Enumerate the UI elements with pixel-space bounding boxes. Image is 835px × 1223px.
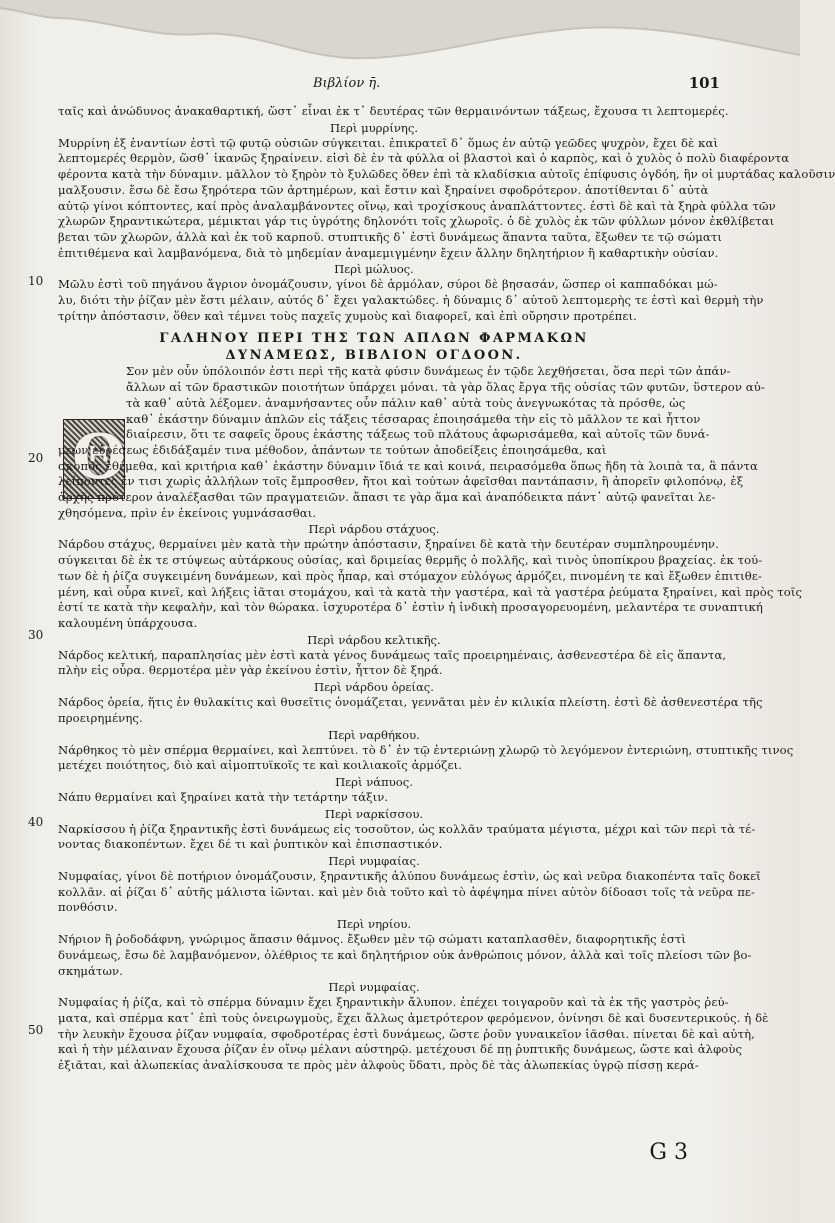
text-line: μεων εὑρέσεως ἐδιδάξαμέν τινα μέθοδον, ἁπάντων τε τούτων ἀποδείξεις ἐποιησάμεθα, καὶ	[58, 442, 607, 457]
text-line: Μυρρίνη ἐξ ἐναντίων ἐστὶ τῷ φυτῷ οὐσιῶν σύγκειται. ἐπικρατεῖ δ᾽ ὅμως ἐν αὐτῷ γεῶδες ψυχρὸν, ἔχει δὲ καὶ	[58, 135, 719, 150]
text-line: Νάρθηκος τὸ μὲν σπέρμα θερμαίνει, καὶ λεπτύνει. τὸ δ᾽ ἐν τῷ ἐντεριώνῃ χλωρῷ τὸ λεγόμενον ἐντεριώνη, στυπτικῆς τινος	[58, 742, 794, 757]
text-line: πονθόσιν.	[58, 900, 118, 915]
section-heading: Περὶ νάπυος.	[335, 774, 413, 789]
text-line: τὰ καθ᾽ αὐτὰ λέξομεν. ἀναμνήσαντες οὖν πάλιν καθ᾽ αὐτὰ τοὺς ἀνεγνωκότας τὰ πρόσθε, ὡς	[126, 395, 686, 410]
text-line: μετέχει ποιότητος, διὸ καὶ αἱμοπτυϊκοῖς τε καὶ κοιλιακοῖς ἁρμόζει.	[58, 758, 463, 773]
line-number: 20	[28, 451, 44, 465]
section-heading: Περὶ νάρδου στάχυος.	[308, 522, 440, 537]
text-line: Νάρδος ὀρεία, ἥτις ἐν θυλακίτις καὶ θυσεῖτις ὀνομάζεται, γεννᾶται μὲν ἐν κιλικία πλείστη. ἐστὶ δὲ ἀσθενεστέρα τῆς	[58, 695, 763, 710]
text-line: τὴν λευκὴν ἔχουσα ῥίζαν νυμφαία, σφοδροτέρας ἐστὶ δυνάμεως, ὥστε ῥοῦν γυναικεῖον ἰᾶσθαι. πίνεται δὲ καὶ αὐτὴ,	[58, 1026, 755, 1041]
text-line: λεπτομερές θερμὸν, ὥσθ᾽ ἱκανῶς ξηραίνειν. εἰσὶ δὲ ἐν τὰ φύλλα οἱ βλαστοὶ καὶ ὁ καρπὸς, καὶ ὁ χυλὸς ὁ πολὺ διαφέροντα	[58, 151, 790, 166]
signature-mark: G 3	[649, 1140, 688, 1165]
text-line: αὐτῷ γίνοι κόπτοντες, καί πρὸς ἀναλαμβάνοντες οἴνῳ, καὶ τροχίσκους ἀναπλάττοντες. ἐστὶ δὲ καὶ τὰ ξηρὰ φύλλα τῶν	[58, 198, 776, 213]
text-line: πλὴν εἰς οὖρα. θερμοτέρα μὲν γὰρ ἐκείνου ἐστὶν, ἧττον δὲ ξηρά.	[58, 663, 443, 678]
running-header	[60, 72, 720, 96]
text-line: κολλᾶν. αἱ ῥίζαι δ᾽ αὐτῆς μάλιστα ἰῶνται. καὶ μὲν διὰ τοῦτο καὶ τὸ ἀφέψημα πίνει αὐτὸν δίδοασι τοῖς τὰ νεῦρα πε-	[58, 884, 756, 899]
text-line: Νάπυ θερμαίνει καὶ ξηραίνει κατὰ τὴν τετάρτην τάξιν.	[58, 789, 389, 804]
line-number: 30	[28, 628, 44, 642]
text-line: φέροντα κατὰ τὴν δύναμιν. μᾶλλον τὸ ξηρὸν τὸ ξυλῶδες ὅθεν ἐπὶ τὰ κλαδίσκια αὐτοῖς ἐπίφυσις ὀγδόη, ἣν οἱ μυρτάδας καλοῦσιν	[58, 167, 835, 182]
text-line: των δὲ ἡ ῥίζα συγκειμένη δυνάμεων, καὶ πρὸς ἧπαρ, καὶ στόμαχον εὐλόγως ἁρμόζει, πινομένη τε καὶ ἔξωθεν ἐπιτιθε-	[58, 568, 762, 583]
section-heading: Περὶ νάρδου κελτικῆς.	[307, 632, 441, 647]
running-title: Βιβλίον η̄.	[313, 76, 381, 91]
section-heading: Περὶ ναρθήκου.	[328, 727, 420, 742]
main-text	[58, 104, 835, 1074]
section-heading: Περὶ νυμφαίας.	[328, 980, 420, 995]
text-line: ταῖς καὶ ἀνώδυνος ἀνακαθαρτική, ὥστ᾽ εἶναι ἐκ τ᾽ δευτέρας τῶν θερμαινόντων τάξεως, ἔχουσα τι λεπτομερές.	[58, 104, 729, 118]
line-number: 40	[28, 815, 44, 829]
text-line: Νυμφαίας, γίνοι δὲ ποτήριον ὀνομάζουσιν, ξηραντικῆς ἀλύπου δυνάμεως ἐστὶν, ὡς καὶ νεῦρα διακοπέντα ταῖς δοκεῖ	[58, 869, 761, 884]
line-number: 10	[28, 274, 44, 288]
text-line: διαίρεσιν, ὅτι τε σαφεῖς ὅρους ἑκάστης τάξεως τοῦ πλάτους ἀφωρισάμεθα, καὶ αὐτοῖς τῶν δυνά-	[126, 427, 710, 442]
section-heading: Περὶ ναρκίσσου.	[324, 806, 424, 821]
text-line: λυ, διότι τὴν ῥίζαν μὲν ἔστι μέλαιν, αὐτός δ᾽ ἔχει γαλακτώδες. ἡ δύναμις δ᾽ αὐτοῦ λεπτομερὴς τε ἐστὶ καὶ θερμὴ τὴν	[58, 293, 764, 308]
book-title: ΔΥΝΑΜΕΩΣ, ΒΙΒΛΙΟΝ ΟΓΔΟΟΝ.	[225, 348, 523, 364]
text-line: λείποντες ἔν τισι χωρὶς ἀλλήλων τοῖς ἔμπροσθεν, ἤτοι καὶ τούτων ἀφεῖσθαι παντάπασιν, ἢ ἀπορεῖν φιλοπόνῳ, ἐξ	[58, 474, 744, 489]
text-line: σύγκειται δὲ ἐκ τε στύψεως αὐτάρκους οὐσίας, καὶ δριμείας θερμῆς ὁ πολλῆς, καὶ τινὸς ὑποπίκρου βραχείας. ἐκ τού-	[58, 553, 763, 568]
section-heading: Περὶ μυρρίνης.	[329, 120, 419, 135]
text-line: Μῶλυ ἐστὶ τοῦ πηγάνου ἄγριον ὀνομάζουσιν, γίνοι δὲ ἁρμόλαν, σύροι δὲ βησασάν, ὥσπερ οἱ καππαδόκαι μώ-	[58, 277, 718, 292]
text-line: ἐστί τε κατὰ τὴν κεφαλὴν, καὶ τὸν θώρακα. ἰσχυροτέρα δ᾽ ἐστὶν ἡ ἰνδικὴ προσαγορευομένη, μελαντέρα τε συναπτική	[58, 600, 763, 615]
text-line: νοντας διακοπέντων. ἔχει δέ τι καὶ ῥυπτικὸν καὶ ἐπισπαστικόν.	[58, 837, 443, 852]
page-number: 101	[688, 74, 720, 92]
text-line: χλωρῶν ξηραντικώτερα, μέμικται γάρ τις ὑγρότης δηλονότι τοῖς χλωροῖς. ὁ δὲ χυλὸς ἐκ τῶν φύλλων μόνον ἐκθλίβεται	[58, 214, 775, 229]
text-line: Σον μὲν οὖν ὑπόλοιπόν ἐστι περὶ τῆς κατὰ φύσιν δυνάμεως ἐν τῷδε λεχθήσεται, ὅσα περὶ τῶν ἁπάν-	[126, 364, 731, 379]
decorated-initial-image: Θ	[63, 419, 125, 499]
text-line: Ναρκίσσου ἡ ῥίζα ξηραντικῆς ἐστὶ δυνάμεως εἰς τοσοῦτον, ὡς κολλᾶν τραύματα μέγιστα, μέχρι καὶ τῶν περὶ τὰ τέ-	[58, 821, 756, 836]
text-line: Νάρδος κελτική, παραπλησίας μὲν ἐστὶ κατὰ γένος δυνάμεως ταῖς προειρημέναις, ἀσθενεστέρα δὲ εἰς ἅπαντα,	[58, 647, 727, 662]
text-line: βεται τῶν χλωρῶν, ἀλλὰ καὶ ἐκ τοῦ καρποῦ. στυπτικῆς δ᾽ ἐστὶ δυνάμεως ἅπαντα ταῦτα, ἔξωθεν τε τῷ σώματι	[58, 229, 722, 244]
text-line: τρίτην ἀπόστασιν, ὅθεν καὶ τέμνει τοὺς παχεῖς χυμοὺς καὶ διαφορεῖ, καὶ ἐπὶ οὔρησιν προτρέπει.	[58, 308, 637, 323]
text-line: καθ᾽ ἑκάστην δύναμιν ἁπλῶν εἰς τάξεις τέσσαρας ἐποιησάμεθα τὴν εἰς τὸ μᾶλλον τε καὶ ἧττον	[126, 411, 701, 426]
text-line: ἄλλων αἱ τῶν δραστικῶν ποιοτήτων ὑπάρχει μόναι. τὰ γὰρ ὅλας ἔργα τῆς οὐσίας τῶν φυτῶν, ὕστερον αὐ-	[126, 380, 765, 395]
text-line: δυνάμεως, ἔσω δὲ λαμβανόμενον, ὀλέθριος τε καὶ δηλητήριον οὐκ ἀνθρώποις μόνον, ἀλλὰ καὶ τοῖς πλείοσι τῶν βο-	[58, 947, 752, 962]
text-line: μένη, καὶ οὖρα κινεῖ, καὶ λήξεις ἰᾶται στομάχου, καὶ τὰ κατὰ τὴν γαστέρα, καὶ τὰ γαστέρα ῥεύματα ξηραίνει, καὶ πρὸς τοῖς	[58, 584, 803, 599]
text-line: ἀρχῆς πρότερον ἀναλέξασθαι τῶν πραγματειῶν. ἅπασι τε γὰρ ἅμα καὶ ἀναπόδεικτα πάντ᾽ αὐτῷ φανεῖται λε-	[58, 490, 716, 505]
text-line: Νάρδου στάχυς, θερμαίνει μὲν κατὰ τὴν πρώτην ἀπόστασιν, ξηραίνει δὲ κατὰ τὴν δευτέραν συμπληρουμένην.	[58, 537, 719, 552]
text-line: ἐξιᾶται, καὶ ἀλωπεκίας ἀναλίσκουσα τε πρὸς μὲν ἀλφοὺς ὕδατι, πρὸς δὲ τὰς ἀλωπεκίας ὑγρῷ πίσσῃ κερά-	[58, 1058, 699, 1073]
line-number: 50	[28, 1023, 44, 1037]
text-line: Νυμφαίας ἡ ῥίζα, καὶ τὸ σπέρμα δύναμιν ἔχει ξηραντικὴν ἄλυπον. ἐπέχει τοιγαροῦν καὶ τὰ ἐκ τῆς γαστρὸς ῥεύ-	[58, 995, 729, 1010]
text-line: χθησόμενα, πρὶν ἐν ἐκείνοις γυμνάσασθαι.	[58, 505, 317, 520]
section-heading: Περὶ νηρίου.	[336, 917, 412, 932]
text-line: προειρημένης.	[58, 710, 143, 725]
text-line: σκημάτων.	[58, 963, 123, 978]
text-line: καὶ ἡ τὴν μέλαιναν ἔχουσα ῥίζαν ἐν οἴνῳ μέλανι αὐστηρῷ. μετέχουσι δέ πῃ ῥυπτικῆς δυνάμεως, ὥστε καὶ ἀλφοὺς	[58, 1042, 743, 1057]
text-line: Νήριον ἢ ῥοδοδάφνη, γνώριμος ἅπασιν θάμνος. ἔξωθεν μὲν τῷ σώματι καταπλασθὲν, διαφορητικῆς ἐστὶ	[58, 932, 687, 947]
book-title: ΓΑΛΗΝΟΥ ΠΕΡΙ ΤΗΣ ΤΩΝ ΑΠΛΩΝ ΦΑΡΜΑΚΩΝ	[159, 331, 589, 347]
text-line: σκοπὸς ἐθέμεθα, καὶ κριτήρια καθ᾽ ἑκάστην δύναμιν ἴδιά τε καὶ κοινά, πειρασόμεθα ὅπως ἤδη τὰ λοιπὰ τα, ἃ πάντα	[58, 458, 758, 473]
section-heading: Περὶ νυμφαίας.	[328, 854, 420, 869]
text-line: ἐπιτιθέμενα καὶ λαμβανόμενα, διὰ τὸ μηδεμίαν ἀναμεμιγμένην ἔχειν ἄλλην δηλητήριον ἢ καθαρτικὴν οὐσίαν.	[58, 245, 719, 260]
section-heading: Περὶ μώλυος.	[334, 262, 414, 277]
text-line: ματα, καὶ σπέρμα κατ᾽ ἐπὶ τοὺς ὀνειρωγμοὺς, ἔχει ἄλλως ἀμετρότερον φερόμενον, ὀνίνησι δὲ καὶ δυσεντερικούς. ἡ δὲ	[58, 1010, 769, 1025]
text-line: μαλξουσιν. ἔσω δὲ ἔσω ξηρότερα τῶν ἀρτημέρων, καὶ ἔστιν καὶ ξηραίνει σφοδρότερον. ἀποτίθενται δ᾽ αὐτὰ	[58, 182, 709, 197]
text-line: καλουμένη ὑπάρχουσα.	[58, 615, 198, 630]
section-heading: Περὶ νάρδου ὀρείας.	[314, 680, 434, 695]
